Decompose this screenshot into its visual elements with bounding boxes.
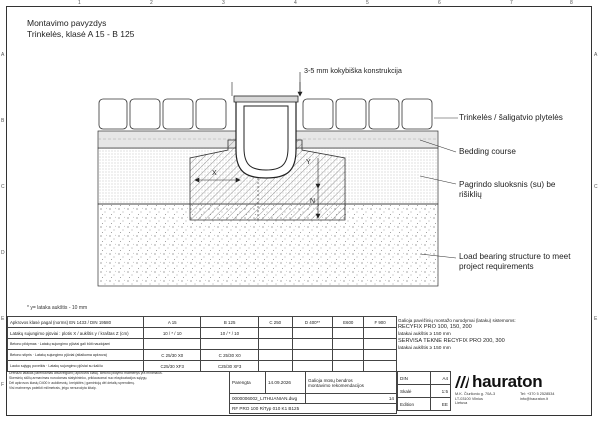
title-line-2: Trinkelės, klasė A 15 - B 125	[27, 29, 135, 39]
class-f900: F 900	[364, 317, 397, 328]
general-notes	[9, 371, 189, 391]
approved-label: Parengta	[230, 372, 266, 394]
hauraton-logo-mark	[454, 373, 470, 389]
label-bedding: Bedding course	[459, 147, 516, 156]
paver	[130, 99, 160, 129]
strength-a15: C 25/30 X0	[144, 350, 201, 361]
table-header-label: Apkrovos klasė pagal (norms) EN 1433 / DIN 19580	[8, 317, 144, 328]
grid-row-a-r: A	[594, 52, 598, 58]
grid-col-5: 5	[366, 0, 369, 6]
hauraton-logo: hauraton	[472, 372, 543, 391]
load-class-table	[7, 316, 397, 372]
paver	[196, 99, 226, 129]
approved-date: 14.09.2026	[266, 372, 306, 394]
drawing-code: RF PRO 100 RiTyp 010 K1 B125	[230, 404, 397, 414]
grid-col-1: 1	[78, 0, 81, 6]
grid-row-b: B	[1, 118, 5, 124]
footnote: * y= lataka aukštis - 10 mm	[27, 305, 88, 311]
strength-b125: C 25/30 X0	[201, 350, 258, 361]
class-c250: C 250	[258, 317, 292, 328]
class-e600: E600	[333, 317, 364, 328]
channel-grating	[234, 96, 298, 102]
edition-value: EE	[431, 398, 451, 411]
grid-row-e-r: E	[594, 316, 598, 322]
grid-row-c: C	[1, 184, 5, 190]
grid-col-2: 2	[150, 0, 153, 6]
company-contact: Tel: +370 5 2528534 info@hauraton.lt	[520, 392, 555, 401]
dim-n: N	[310, 198, 316, 205]
row-fill-label: Betono pildymas · Latakų sujungimo pjūviai gali būti naudojami	[8, 339, 144, 350]
dim-y: Y	[306, 159, 311, 166]
file-name: 0000006002_LITHUANIAN.dwg	[230, 394, 306, 404]
exposure-b125: C25/30 XF3	[201, 361, 258, 372]
sheet-info-table	[229, 371, 397, 414]
din-label: DIN	[398, 372, 431, 385]
row-exposure-label: Lauko sąlygų poveikis · Latakų sujungimo pjūviai su šalčiu	[8, 361, 144, 372]
system-line-1: RECYFIX PRO 100, 150, 200	[398, 324, 472, 330]
grid-row-a: A	[1, 52, 5, 58]
label-pavers: Trinkelės / šaligatvio plytelės	[459, 113, 563, 122]
scale-value: 1:5	[431, 385, 451, 398]
scale-label: Skalė	[398, 385, 431, 398]
grid-col-7: 7	[510, 0, 513, 6]
title-line-1: Montavimo pavyzdys	[27, 18, 107, 28]
company-address: M.K. Čiurlionio g. 70A-3 LT-03100 Vilnius Lietuva	[455, 392, 496, 405]
row-dimensions-label: Latakų sujungimo pjūviai : plotis X / aukštis y / kraštas Z (cm)	[8, 328, 144, 339]
label-construction: 3-5 mm kokybiška konstrukcija	[304, 66, 402, 75]
dim-b125: 10 / * / 10	[201, 328, 258, 339]
grid-row-e: E	[1, 316, 5, 322]
grid-col-8: 8	[570, 0, 573, 6]
paver	[99, 99, 127, 129]
paver	[369, 99, 399, 129]
edition-label: Edition	[398, 398, 431, 411]
note-4: Visi matmenys pateikti milimetrais, jeigu nenurodyta kitaip.	[9, 386, 97, 390]
note-1: Drenažo latakas parenkamas atsižvelgiant į apkrovos klasę. Betono pildymo matmenys yra minimalūs.	[9, 371, 163, 375]
note-2: Skersinių siūlių armavimas nurodomas statybininko, priklausomai nuo eksploatacijos sąlygų.	[9, 376, 148, 380]
note-3: Dėl apkrovos klasių D400 ir aukštesnių, kreipkitės į gamintoją dėl detalių sprendimų.	[9, 381, 136, 385]
class-a15: A 15	[144, 317, 201, 328]
channel-interior	[244, 106, 288, 170]
grid-col-6: 6	[438, 0, 441, 6]
validity-note: Galioja mūsų bendros montavimo rekomendacijos	[306, 372, 397, 394]
label-load-bearing: Load bearing structure to meet project requirements	[459, 252, 571, 271]
format-table	[397, 371, 451, 411]
system-line-3: SERVISA TEKNE RECYFIX PRO 200, 300	[398, 338, 505, 344]
paver	[402, 99, 432, 129]
system-info	[398, 317, 584, 352]
dim-a15: 10 / * / 10	[144, 328, 201, 339]
din-value: A4	[431, 372, 451, 385]
row-strength-label: Betono stipris · Latakų sujungimo pjūviai (atlaikoma apkrova)	[8, 350, 144, 361]
label-subbase: Pagrindo sluoksnis (su) be rišiklių	[459, 180, 556, 199]
class-b125: B 125	[201, 317, 258, 328]
grid-row-d: D	[1, 250, 5, 256]
paver	[163, 99, 193, 129]
grid-row-c-r: C	[594, 184, 598, 190]
page-number: 14	[306, 394, 397, 404]
exposure-a15: C25/30 XF3	[144, 361, 201, 372]
grid-row-f: F	[1, 382, 5, 388]
dim-x: X	[212, 170, 217, 177]
paver	[303, 99, 333, 129]
grid-col-4: 4	[294, 0, 297, 6]
system-line-2: latakai aukštis ≥ 150 mm	[398, 332, 451, 337]
paver	[336, 99, 366, 129]
grid-col-3: 3	[222, 0, 225, 6]
class-d400: D 400**	[292, 317, 333, 328]
system-line-4: latakai aukštis ≥ 150 mm	[398, 346, 451, 351]
system-heading: Galioja pavėžinių montažo nurodymai (lataku) sistemoms:	[398, 318, 516, 323]
